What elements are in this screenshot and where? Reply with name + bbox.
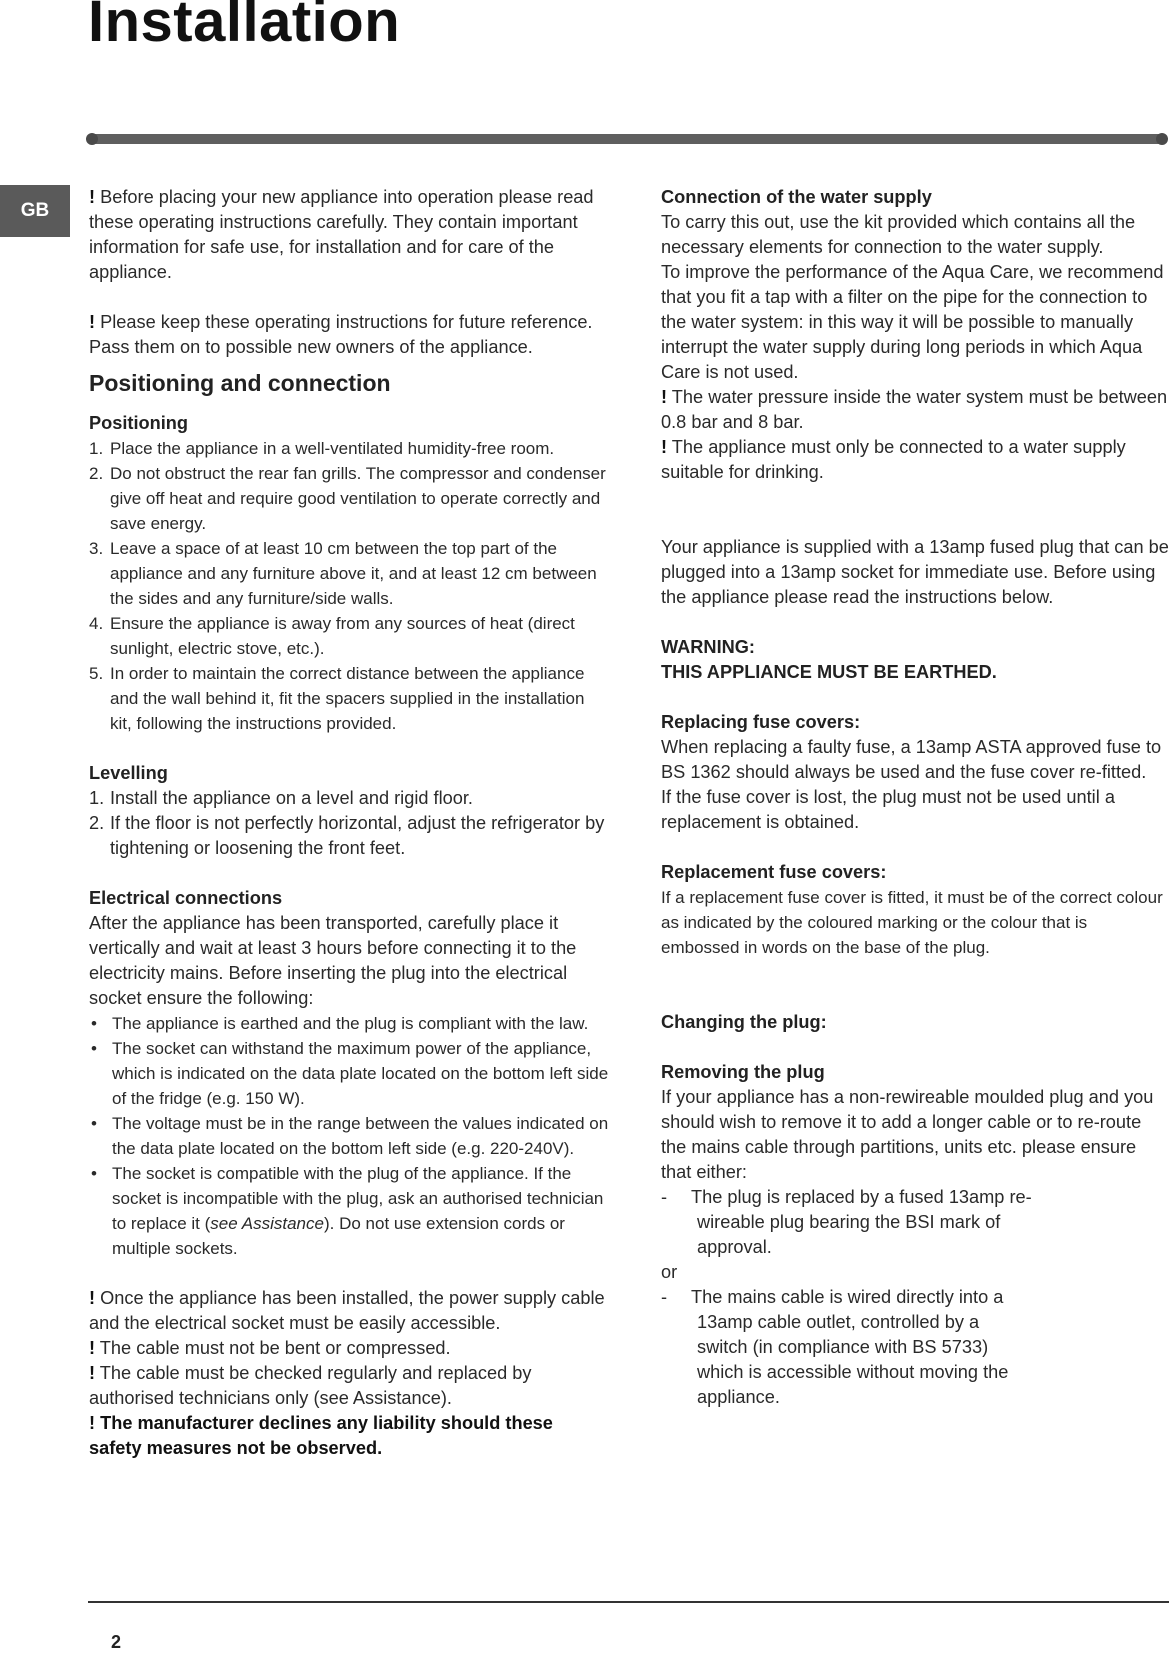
levelling-list: [89, 786, 609, 861]
replacement-paragraph: If a replacement fuse cover is fitted, it must be of the correct colour as indicated by the coloured marking or the colour that is embossed in words on the base of the plug.: [661, 888, 1163, 957]
list-item: • The socket is compatible with the plug of the appliance. If the socket is incompatible with the plug, ask an authorised technician to replace it (see Assistance). Do not use extension cords or multiple sockets.: [91, 1164, 604, 1258]
right-column: [661, 185, 1169, 1410]
language-tab: GB: [0, 185, 70, 237]
list-item: 1. Install the appliance on a level and rigid floor.: [89, 788, 473, 808]
list-item: - The plug is replaced by a fused 13amp re- wireable plug bearing the BSI mark of approval.: [661, 1187, 1032, 1257]
electrical-checklist: [89, 1011, 609, 1261]
subheading-replacement-fuse-covers: Replacement fuse covers:: [661, 862, 887, 882]
subheading-levelling: Levelling: [89, 763, 168, 783]
plug-supply-paragraph: Your appliance is supplied with a 13amp fused plug that can be plugged into a 13amp socket for immediate use. Before using the appliance please read the instructions below.: [661, 537, 1169, 607]
water-paragraph-2: To improve the performance of the Aqua Care, we recommend that you fit a tap with a filter on the pipe for the connection to the water system: in this way it will be possible to manually interrupt the water supply during long periods in which Aqua Care is not used.: [661, 262, 1164, 382]
list-item: 5. In order to maintain the correct distance between the appliance and the wall behind it, fit the spacers supplied in the installation kit, following the instructions provided.: [89, 664, 585, 733]
warning-mark: !: [89, 1413, 96, 1433]
section-heading-positioning-connection: Positioning and connection: [89, 370, 391, 396]
plug-option-1: [661, 1185, 1169, 1260]
warning-mark: !: [89, 1363, 96, 1383]
left-column: [89, 185, 609, 1461]
warning-mark: !: [89, 312, 96, 332]
warning-label: WARNING:: [661, 637, 755, 657]
or-separator: or: [661, 1262, 678, 1282]
intro-paragraph-1: ! Before placing your new appliance into operation please read these operating instructions carefully. They contain important information for safe use, for installation and for care of the appliance.: [89, 187, 594, 282]
subheading-positioning: Positioning: [89, 413, 189, 433]
footer-rule: [88, 1601, 1169, 1603]
header-rule: [88, 134, 1166, 144]
list-item: 3. Leave a space of at least 10 cm between the top part of the appliance and any furniture above it, and at least 12 cm between the sides and any furniture/side walls.: [89, 539, 597, 608]
water-note-1: ! The water pressure inside the water system must be between 0.8 bar and 8 bar.: [661, 387, 1168, 432]
warning-mark: !: [89, 1338, 96, 1358]
safety-note-2: ! The cable must not be bent or compressed.: [89, 1338, 451, 1358]
list-item: 2. If the floor is not perfectly horizontal, adjust the refrigerator by tightening or loosening the front feet.: [89, 813, 605, 858]
water-note-2: ! The appliance must only be connected to a water supply suitable for drinking.: [661, 437, 1126, 482]
positioning-list: [89, 436, 609, 736]
removing-paragraph: If your appliance has a non-rewireable moulded plug and you should wish to remove it to add a longer cable or to re-route the mains cable through partitions, units etc. please ensure that either:: [661, 1087, 1154, 1182]
plug-option-2: [661, 1285, 1169, 1410]
earthed-warning: THIS APPLIANCE MUST BE EARTHED.: [661, 662, 997, 682]
see-assistance-reference: see Assistance: [210, 1214, 324, 1233]
water-paragraph-1: To carry this out, use the kit provided which contains all the necessary elements for connection to the water supply.: [661, 212, 1136, 257]
replacing-paragraph-2: If the fuse cover is lost, the plug must not be used until a replacement is obtained.: [661, 787, 1115, 832]
list-item: 2. Do not obstruct the rear fan grills. The compressor and condenser give off heat and require good ventilation to operate correctly and save energy.: [89, 464, 606, 533]
warning-mark: !: [661, 387, 668, 407]
warning-mark: !: [89, 187, 96, 207]
subheading-changing-plug: Changing the plug:: [661, 1012, 827, 1032]
warning-mark: !: [661, 437, 668, 457]
replacing-paragraph-1: When replacing a faulty fuse, a 13amp ASTA approved fuse to BS 1362 should always be used and the fuse cover re-fitted.: [661, 737, 1162, 782]
page-number: 2: [111, 1632, 122, 1652]
intro-paragraph-2: ! Please keep these operating instructions for future reference. Pass them on to possible new owners of the appliance.: [89, 312, 593, 357]
list-item: - The mains cable is wired directly into a 13amp cable outlet, controlled by a switch (in compliance with BS 5733) which is accessible without moving the appliance.: [661, 1287, 1009, 1407]
list-item: 4. Ensure the appliance is away from any sources of heat (direct sunlight, electric stove, etc.).: [89, 614, 575, 658]
warning-mark: !: [89, 1288, 96, 1308]
safety-note-1: ! Once the appliance has been installed, the power supply cable and the electrical socket must be easily accessible.: [89, 1288, 605, 1333]
safety-note-3: ! The cable must be checked regularly and replaced by authorised technicians only (see Assistance).: [89, 1363, 532, 1408]
subheading-replacing-fuse-covers: Replacing fuse covers:: [661, 712, 861, 732]
list-item: • The voltage must be in the range between the values indicated on the data plate located on the bottom left side (e.g. 220-240V).: [91, 1114, 609, 1158]
list-item: • The socket can withstand the maximum power of the appliance, which is indicated on the data plate located on the bottom left side of the fridge (e.g. 150 W).: [91, 1039, 609, 1108]
subheading-water-supply: Connection of the water supply: [661, 187, 932, 207]
list-item: 1. Place the appliance in a well-ventilated humidity-free room.: [89, 439, 555, 458]
list-item: • The appliance is earthed and the plug is compliant with the law.: [91, 1014, 589, 1033]
electrical-intro: After the appliance has been transported, carefully place it vertically and wait at least 3 hours before connecting it to the electricity mains. Before inserting the plug into the electrical socket ensure the following:: [89, 913, 577, 1008]
liability-note: ! The manufacturer declines any liability should these safety measures not be observed.: [89, 1413, 553, 1458]
subheading-removing-plug: Removing the plug: [661, 1062, 825, 1082]
subheading-electrical: Electrical connections: [89, 888, 283, 908]
page-title: Installation: [88, 0, 401, 54]
